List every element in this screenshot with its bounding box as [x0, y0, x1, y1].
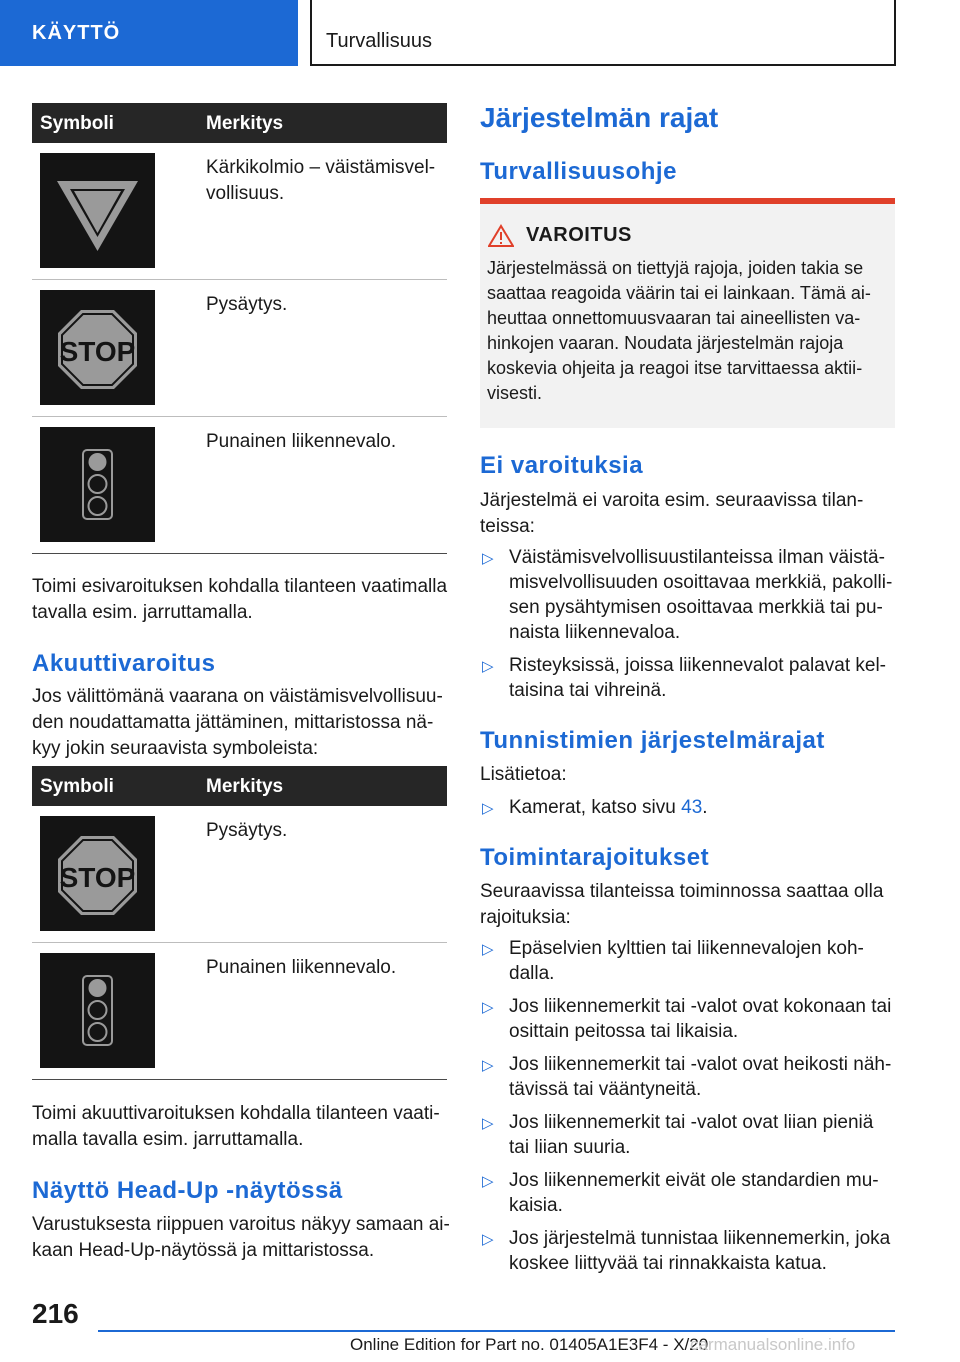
svg-text:STOP: STOP	[59, 862, 136, 893]
acute-action-text: Toimi akuuttivaroituksen kohdalla tilanteen vaatimalla tavalla esim. jarruttamalla.	[32, 1103, 440, 1150]
table-header	[32, 103, 447, 143]
table-row	[32, 806, 447, 943]
col-header-meaning: Merkitys	[206, 776, 284, 797]
hud-text: Varustuksesta riippuen varoitus näkyy samaan aikaan Head-Up-näytössä ja mittaristossa.	[32, 1214, 450, 1261]
prewarning-action-text: Toimi esivaroituksen kohdalla tilanteen vaatimalla tavalla esim. jarruttamalla.	[32, 576, 448, 623]
bullet-triangle-icon: ▷	[482, 550, 494, 567]
header-divider	[310, 0, 312, 66]
warning-title: VAROITUS	[526, 224, 632, 246]
bullet-triangle-icon: ▷	[482, 1057, 494, 1074]
list-item: ▷ Jos liikennemerkit tai -valot ovat liian pieniä tai liian suuria.	[482, 1112, 874, 1158]
footer-edition: Online Edition for Part no. 01405A1E3F4 - X/20	[350, 1335, 709, 1354]
list-item: ▷ Jos liikennemerkit eivät ole standardien mukaisia.	[482, 1170, 879, 1216]
sensor-intro: Lisätietoa:	[480, 764, 567, 785]
meaning-text: Pysäytys.	[206, 820, 288, 841]
yield-sign-icon	[40, 153, 155, 268]
table-row	[32, 417, 447, 554]
meaning-text: Punainen liikennevalo.	[206, 431, 397, 452]
page-header	[0, 0, 960, 66]
list-item: ▷ Kamerat, katso sivu 43.	[480, 795, 895, 820]
list-item: ▷ Epäselvien kylttien tai liikennevalojen kohdalla.	[482, 938, 864, 984]
no-warnings-intro: Järjestelmä ei varoita esim. seuraavissa tilanteissa:	[480, 490, 864, 537]
table-header	[32, 766, 447, 806]
bullet-triangle-icon: ▷	[482, 800, 494, 817]
list-item: ▷ Risteyksissä, joissa liikennevalot palavat keltaisina tai vihreinä.	[482, 655, 886, 701]
stop-sign-icon	[40, 816, 155, 931]
bullet-triangle-icon: ▷	[482, 999, 494, 1016]
bullet-triangle-icon: ▷	[482, 658, 494, 675]
list-item: ▷ Väistämisvelvollisuustilanteissa ilman väistämisvelvollisuuden osoittavaa merkkiä, pakollisen pysähtymisen osoittavaa merkkiä tai punaista liikennevaloa.	[482, 547, 893, 643]
stop-sign-icon	[40, 290, 155, 405]
svg-text:STOP: STOP	[59, 336, 136, 367]
symbol-table-prewarning	[32, 103, 447, 554]
table-row	[32, 943, 447, 1080]
warning-text: Järjestelmässä on tiettyjä rajoja, joiden takia se saattaa reagoida väärin tai ei lainkaan. Tämä aiheuttaa onnettomuusvaaran tai aineellisten vahinkojen vaaran. Noudata järjestelmän rajoja koskevia ohjeita ja reagoi itse tarvittaessa aktiivisesti.	[487, 258, 871, 403]
acute-warning-text: Jos välittömänä vaarana on väistämisvelvollisuuden noudattamatta jättäminen, mittaristossa näkyy jokin seuraavista symboleista:	[32, 686, 443, 759]
meaning-text: Kärkikolmio – väistämisvelvollisuus.	[206, 157, 436, 204]
footer-rule	[98, 1330, 895, 1332]
header-underline	[310, 64, 896, 66]
traffic-light-icon	[40, 427, 155, 542]
header-right-border	[894, 0, 896, 66]
warning-box	[480, 198, 895, 428]
bullet-triangle-icon: ▷	[482, 1231, 494, 1248]
list-item: ▷ Jos liikennemerkit tai -valot ovat kokonaan tai osittain peitossa tai likaisia.	[482, 996, 892, 1042]
bullet-triangle-icon: ▷	[482, 1173, 494, 1190]
list-item: ▷ Jos liikennemerkit tai -valot ovat heikosti nähtävissä tai vääntyneitä.	[482, 1054, 892, 1100]
section-tab: KÄYTTÖ	[0, 0, 298, 66]
header-title: Turvallisuus	[326, 30, 432, 52]
sensor-limits-heading: Tunnistimien järjestelmärajat	[480, 727, 825, 754]
functional-limits-list	[480, 936, 895, 1284]
watermark: carmanualsonline.info	[690, 1335, 856, 1354]
traffic-light-icon	[40, 953, 155, 1068]
list-item: ▷ Jos järjestelmä tunnistaa liikennemerkin, joka koskee liittyvää tai rinnakkaista katua.	[482, 1228, 891, 1274]
hud-heading: Näyttö Head-Up -näytössä	[32, 1177, 343, 1204]
col-header-symbol: Symboli	[40, 776, 114, 797]
col-header-symbol: Symboli	[40, 113, 114, 134]
page-link[interactable]: 43	[681, 797, 703, 818]
table-row	[32, 280, 447, 417]
bullet-triangle-icon: ▷	[482, 1115, 494, 1132]
system-limits-heading: Järjestelmän rajat	[480, 102, 719, 133]
warning-bar	[480, 198, 895, 204]
functional-limits-heading: Toimintarajoitukset	[480, 844, 710, 871]
page-number: 216	[32, 1298, 79, 1329]
symbol-table-acute	[32, 766, 447, 1080]
table-row	[32, 143, 447, 280]
no-warnings-list	[480, 545, 895, 711]
sensor-list	[480, 795, 895, 828]
bullet-triangle-icon: ▷	[482, 941, 494, 958]
col-header-meaning: Merkitys	[206, 113, 284, 134]
functional-limits-intro: Seuraavissa tilanteissa toiminnossa saattaa olla rajoituksia:	[480, 881, 884, 928]
meaning-text: Pysäytys.	[206, 294, 288, 315]
acute-warning-heading: Akuuttivaroitus	[32, 650, 216, 677]
meaning-text: Punainen liikennevalo.	[206, 957, 397, 978]
safety-note-heading: Turvallisuusohje	[480, 158, 677, 185]
warning-triangle-icon	[488, 224, 514, 248]
no-warnings-heading: Ei varoituksia	[480, 452, 644, 479]
